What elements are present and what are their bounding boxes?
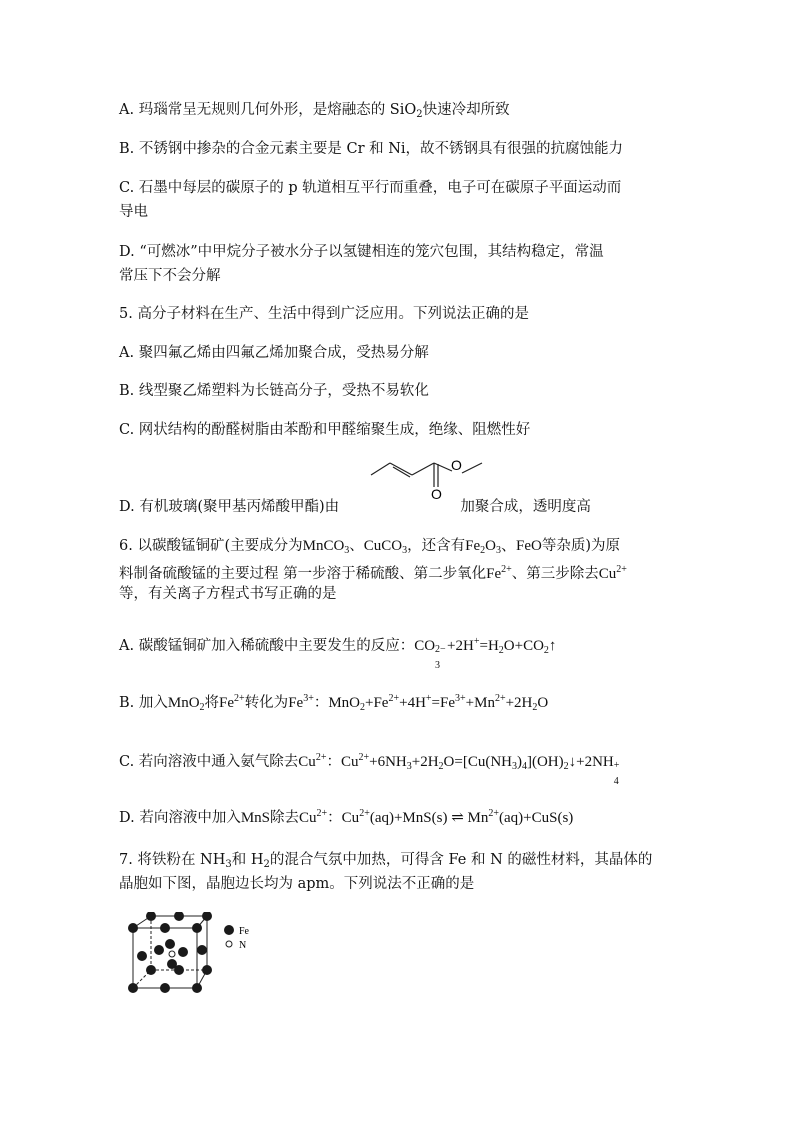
q4-option-a	[119, 100, 510, 125]
q6-b-text3: 转化为	[244, 695, 289, 711]
q6-c-eq14: 4	[613, 776, 619, 787]
q7-l1-e: 的混合气氛中加热，可得含 Fe 和 N 的磁性材料，其晶体的	[269, 852, 653, 868]
q6-c-text: C. 若向溶液中通入氨气除去	[119, 754, 299, 770]
q6-b-eq5: +	[425, 693, 432, 704]
q7-l1-c: 和 H	[231, 852, 264, 868]
q6-l2-fe: Fe	[486, 566, 502, 582]
q4-option-b: B. 不锈钢中掺杂的合金元素主要是 Cr 和 Ni，故不锈钢具有很强的抗腐蚀能力	[119, 141, 624, 157]
q6-l1-mnco: MnCO	[302, 538, 345, 554]
q6-l1-a: 6. 以碳酸锰铜矿(主要成分为	[119, 538, 303, 554]
q5-option-d-post: 加聚合成，透明度高	[460, 499, 591, 515]
q6-b-eq2: +Fe	[365, 695, 389, 711]
q6-a-f6: =H	[479, 638, 499, 654]
q6-c-eq4: 3	[406, 761, 412, 772]
q7-l1-b: 3	[225, 859, 232, 870]
q6-b-eq6: =Fe	[431, 695, 456, 711]
q6-stem-line1	[119, 536, 620, 561]
q6-d-f3: 2+	[316, 808, 328, 819]
q6-d-f2: Cu	[299, 810, 317, 826]
q6-b-eq: MnO	[328, 695, 360, 711]
q7-stem-line2: 晶胞如下图，晶胞边长均为 apm。下列说法不正确的是	[119, 876, 475, 892]
q6-c-eq3: +6NH	[369, 754, 407, 770]
q5-option-c: C. 网状结构的酚醛树脂由苯酚和甲醛缩聚生成，绝缘、阻燃性好	[119, 422, 531, 438]
fe-n-unit-cell-diagram	[125, 912, 265, 996]
q6-c-eq11: ](OH)	[526, 754, 564, 770]
q6-l1-o: O	[485, 538, 496, 554]
q6-a-f4: +2H	[447, 638, 474, 654]
q7-l1-d: 2	[263, 859, 270, 870]
q6-c-text2: ：	[326, 754, 341, 770]
q4-option-a-subscript: 2	[416, 109, 423, 120]
q6-a-f8: O+CO	[503, 638, 544, 654]
q6-d-eq5: (aq)+CuS(s)	[499, 810, 574, 826]
q6-c-f1: Cu	[298, 754, 316, 770]
q6-c-eq10: 4	[521, 761, 527, 772]
q6-c-eq9: )	[516, 754, 522, 770]
q6-b-eq1: 2	[360, 702, 365, 713]
q6-c-eq6: 2	[438, 761, 444, 772]
q5-option-d	[119, 497, 591, 517]
q7-l1-a: 7. 将铁粉在 NH	[119, 852, 226, 868]
q6-b-f4: 2+	[234, 693, 245, 704]
q6-c-eq2: 2+	[358, 752, 370, 763]
q4-option-d-line1: D. “可燃冰”中甲烷分子被水分子以氢键相连的笼穴包围，其结构稳定，常温	[119, 244, 604, 260]
q6-d-eq2: 2+	[359, 808, 370, 819]
q4-option-a-text: A. 玛瑙常呈无规则几何外形，是熔融态的 SiO	[119, 102, 417, 118]
q4-option-a-end: 快速冷却所致	[422, 102, 510, 118]
q6-b-f6: 3+	[303, 693, 314, 704]
q6-l1-sub2: 2	[480, 545, 486, 556]
q6-l1-sep: 、	[349, 538, 364, 554]
mol-oxygen-carbonyl: O	[431, 486, 442, 502]
q6-b-eq7: 3+	[455, 693, 466, 704]
q6-l1-m: 等杂质)为原	[541, 538, 620, 554]
q5-option-b: B. 线型聚乙烯塑料为长链高分子，受热不易软化	[119, 383, 429, 399]
q6-b-eq3: 2+	[388, 693, 400, 704]
q6-d-text3: ：	[327, 810, 342, 826]
q6-a-f7: 2	[498, 645, 504, 656]
q6-a-text: A. 碳酸锰铜矿加入稀硫酸中主要发生的反应：	[119, 638, 415, 654]
q6-c-eq15: +	[613, 760, 620, 771]
q6-c-eq7: O=[Cu(NH	[443, 754, 512, 770]
q6-l1-sub3: 3	[344, 545, 350, 556]
q6-option-d	[119, 804, 573, 828]
q6-d-text: D. 若向溶液中加入	[119, 810, 241, 826]
q6-d-eq1: Cu	[341, 810, 360, 826]
q6-b-text2: 将	[204, 695, 220, 711]
q6-b-f2: 2	[199, 702, 205, 713]
q6-l1-cuco: CuCO	[363, 538, 403, 554]
q6-b-eq4: +4H	[399, 695, 426, 711]
q6-d-text2: 除去	[270, 810, 300, 826]
q6-l1-g: ，还含有	[407, 538, 466, 554]
q6-c-eq12: 2	[563, 761, 569, 772]
q6-d-f1: MnS	[240, 810, 271, 826]
q6-d-eq3: (aq)+MnS(s) ⇌ Mn	[369, 810, 489, 826]
q6-b-text4: ：	[313, 695, 329, 711]
q6-b-f1: MnO	[167, 695, 200, 711]
q5-stem: 5. 高分子材料在生产、生活中得到广泛应用。下列说法正确的是	[119, 306, 529, 322]
q6-a-f1: CO	[414, 638, 436, 654]
q6-a-f9: 2	[543, 645, 549, 656]
q6-l2-d: 、第三步除去	[511, 566, 599, 582]
q6-b-eq12: O	[537, 695, 549, 711]
q6-l2-charge: 2+	[501, 564, 512, 575]
legend-n-label: N	[239, 940, 247, 951]
q4-option-d-line2: 常压下不会分解	[119, 268, 221, 284]
q6-l2-a: 料制备硫酸锰的主要过程 第一步溶于稀硫酸、第二步氧化	[119, 566, 487, 582]
q6-c-eq8: 3	[511, 761, 517, 772]
q5-option-a: A. 聚四氟乙烯由四氟乙烯加聚合成，受热易分解	[119, 345, 429, 361]
q6-l1-sub3c: 3	[495, 545, 501, 556]
q6-option-c	[119, 748, 622, 787]
q6-stem-line2	[119, 560, 627, 584]
q6-b-eq8: +Mn	[465, 695, 495, 711]
q6-a-f10: ↑	[548, 638, 557, 654]
q6-b-f3: Fe	[219, 695, 235, 711]
q6-a-f2: 3	[435, 660, 441, 671]
q6-l1-feo: 、FeO	[500, 538, 542, 554]
q6-l1-fe: Fe	[465, 538, 481, 554]
q6-l1-sub3b: 3	[402, 545, 408, 556]
q6-b-f5: Fe	[288, 695, 304, 711]
q6-option-b	[119, 689, 548, 718]
legend-fe-label: Fe	[239, 926, 249, 937]
q7-stem-line1	[119, 850, 652, 875]
q6-b-text: B. 加入	[119, 695, 168, 711]
q6-a-f5: +	[473, 636, 480, 647]
q6-c-eq1: Cu	[340, 754, 359, 770]
q4-option-c-line1: C. 石墨中每层的碳原子的 p 轨道相互平行而重叠，电子可在碳原子平面运动而	[119, 180, 622, 196]
q6-a-f3: 2−	[435, 644, 446, 655]
q4-option-c-line2: 导电	[119, 204, 148, 220]
q6-stem-line3: 等，有关离子方程式书写正确的是	[119, 586, 337, 602]
q6-l2-cu: Cu	[598, 566, 617, 582]
q5-option-d-pre: D. 有机玻璃(聚甲基丙烯酸甲酯)由	[119, 499, 340, 515]
q6-c-eq5: +2H	[411, 754, 439, 770]
q6-b-eq10: +2H	[505, 695, 533, 711]
mol-oxygen-ester: O	[451, 457, 462, 473]
q6-d-eq4: 2+	[488, 808, 499, 819]
q6-l2-charge2: 2+	[616, 564, 627, 575]
q6-option-a	[119, 632, 557, 671]
q6-b-eq9: 2+	[494, 693, 506, 704]
q6-c-eq13: ↓+2NH	[568, 754, 614, 770]
q6-c-f2: 2+	[315, 752, 327, 763]
q6-b-eq11: 2	[532, 702, 538, 713]
